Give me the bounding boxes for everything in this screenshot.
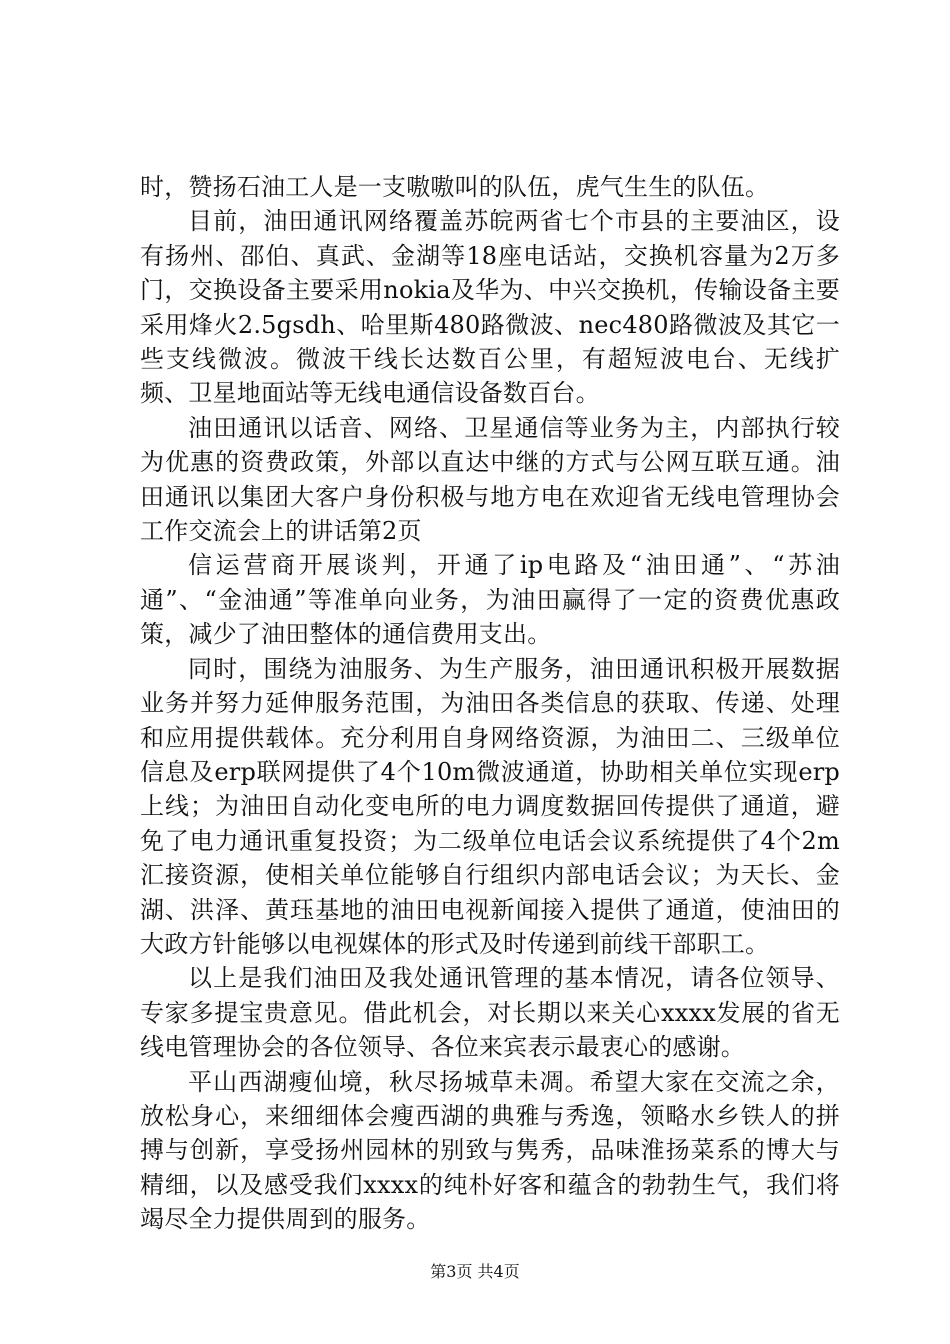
paragraph-business-services: 油田通讯以话音、网络、卫星通信等业务为主，内部执行较为优惠的资费政策，外部以直达中继的方式与公网互联互通。油田通讯以集团大客户身份积极与地方电在欢迎省无线电管理协会工作交流会上的讲话第2页 xyxy=(140,413,840,546)
paragraph-data-services: 同时，围绕为油服务、为生产服务，油田通讯积极开展数据业务并努力延伸服务范围，为油田各类信息的获取、传递、处理和应用提供载体。充分利用自身网络资源，为油田二、三级单位信息及erp联网提供了4个10m微波通道，协助相关单位实现erp上线；为油田自动化变电所的电力调度数据回传提供了通道，避免了电力通讯重复投资；为二级单位电话会议系统提供了4个2m汇接资源，使相关单位能够自行组织内部电话会议；为天长、金湖、洪泽、黄珏基地的油田电视新闻接入提供了通道，使油田的大政方针能够以电视媒体的形式及时传递到前线干部职工。 xyxy=(140,654,840,958)
page-footer: 第3页 共4页 xyxy=(430,1262,520,1281)
paragraph-network-coverage: 目前，油田通讯网络覆盖苏皖两省七个市县的主要油区，设有扬州、邵伯、真武、金湖等18座电话站，交换机容量为2万多门，交换设备主要采用nokia及华为、中兴交换机，传输设备主要采用烽火2.5gsdh、哈里斯480路微波、nec480路微波及其它一些支线微波。微波干线长达数百公里，有超短波电台、无线扩频、卫星地面站等无线电通信设备数百台。 xyxy=(140,207,840,408)
paragraph-negotiation: 信运营商开展谈判，开通了ip电路及“油田通”、“苏油通”、“金油通”等准单向业务，为油田赢得了一定的资费优惠政策，减少了油田整体的通信费用支出。 xyxy=(140,551,840,649)
paragraph-acknowledgement: 以上是我们油田及我处通讯管理的基本情况，请各位领导、专家多提宝贵意见。借此机会，对长期以来关心xxxx发展的省无线电管理协会的各位领导、各位来宾表示最衷心的感谢。 xyxy=(140,964,840,1062)
paragraph-continuation: 时，赞扬石油工人是一支嗷嗷叫的队伍，虎气生生的队伍。 xyxy=(140,173,770,201)
paragraph-closing: 平山西湖瘦仙境，秋尽扬城草未凋。希望大家在交流之余，放松身心，来细细体会瘦西湖的典雅与秀逸，领略水乡铁人的拼搏与创新，享受扬州园林的别致与隽秀，品味淮扬菜系的博大与精细，以及感受我们xxxx的纯朴好客和蕴含的勃勃生气，我们将竭尽全力提供周到的服务。 xyxy=(140,1067,840,1234)
document-body xyxy=(140,170,840,1237)
